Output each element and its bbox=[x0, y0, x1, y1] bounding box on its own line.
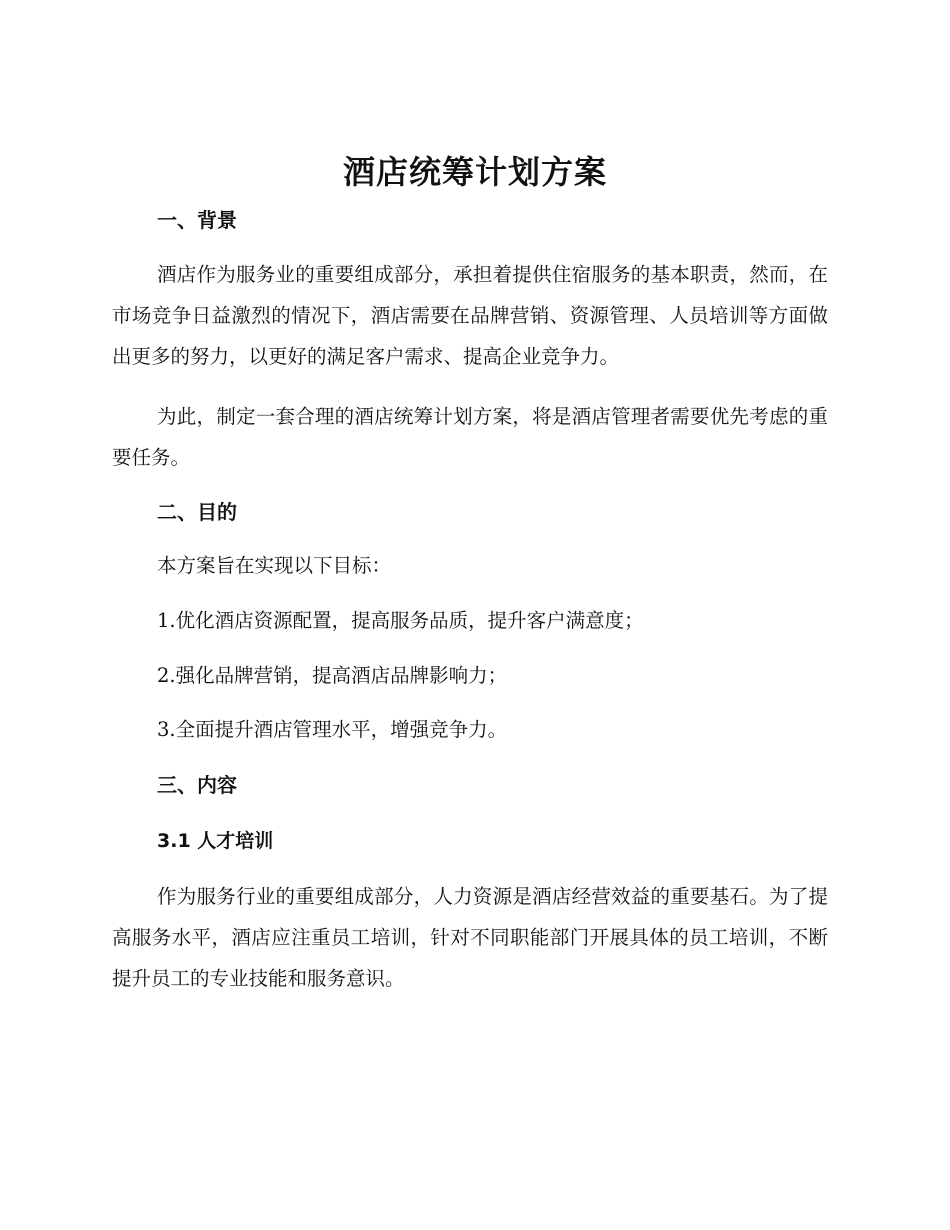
goal-item-3: 3.全面提升酒店管理水平，增强竞争力。 bbox=[157, 718, 508, 741]
subsection-heading-training: 3.1 人才培训 bbox=[157, 830, 274, 852]
section-heading-content: 三、内容 bbox=[157, 773, 237, 797]
section-heading-purpose: 二、目的 bbox=[157, 500, 237, 524]
document-title: 酒店统筹计划方案 bbox=[342, 153, 607, 191]
goal-item-2: 2.强化品牌营销，提高酒店品牌影响力； bbox=[157, 664, 508, 687]
goal-item-1: 1.优化酒店资源配置，提高服务品质，提升客户满意度； bbox=[157, 609, 644, 632]
section-heading-background: 一、背景 bbox=[157, 208, 237, 232]
background-paragraph-2: 为此，制定一套合理的酒店统筹计划方案，将是酒店管理者需要优先考虑的重要任务。 bbox=[112, 405, 828, 469]
training-paragraph: 作为服务行业的重要组成部分，人力资源是酒店经营效益的重要基石。为了提高服务水平，酒店应注重员工培训，针对不同职能部门开展具体的员工培训，不断提升员工的专业技能和服务意识。 bbox=[112, 885, 828, 990]
purpose-intro: 本方案旨在实现以下目标： bbox=[157, 554, 392, 577]
background-paragraph-1: 酒店作为服务业的重要组成部分，承担着提供住宿服务的基本职责，然而，在市场竞争日益激烈的情况下，酒店需要在品牌营销、资源管理、人员培训等方面做出更多的努力，以更好的满足客户需求、提高企业竞争力。 bbox=[112, 263, 828, 368]
